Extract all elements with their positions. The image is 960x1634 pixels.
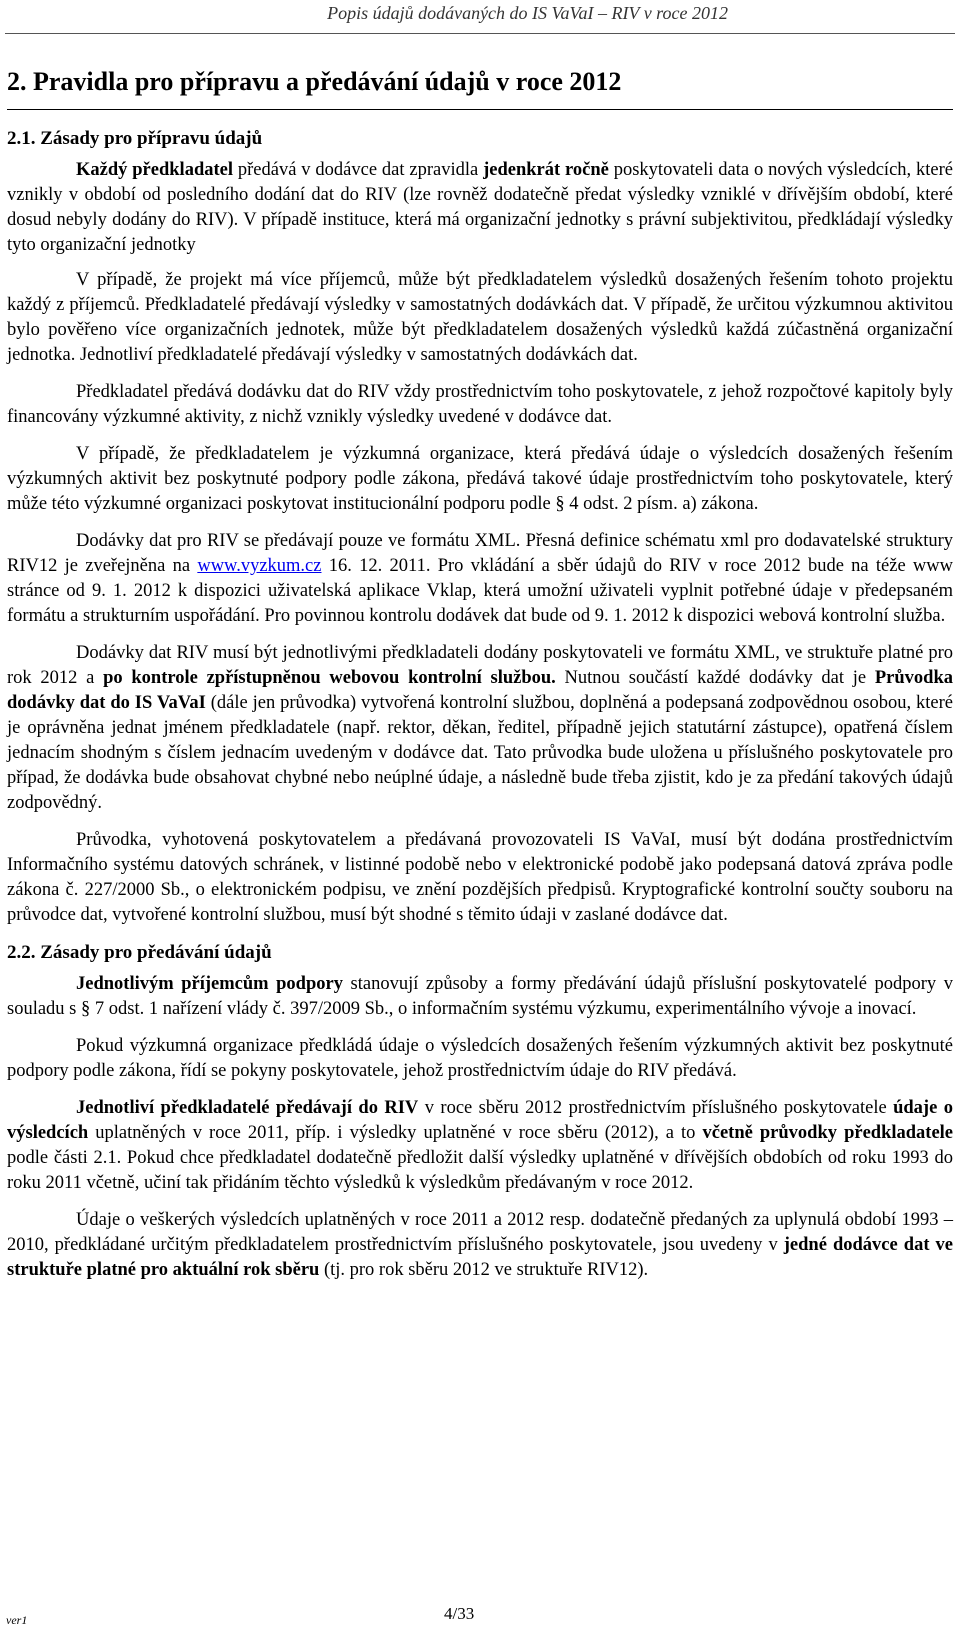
paragraph: Průvodka, vyhotovená poskytovatelem a předávaná provozovateli IS VaVaI, musí být dodána prostřednictvím Informačního systému datových schránek, v listinné podobě nebo v elektronické podobě jako podepsaná datová zpráva podle zákona č. 227/2000 Sb., o elektronickém podpisu, ve znění pozdějších předpisů. Kryptografické kontrolní součty souboru na průvodce dat, vytvořené kontrolní službou, musí být shodné s těmito údaji v zaslané dodávce dat. [7,830,953,925]
paragraph [7,972,953,1022]
text-run: Nutnou součástí každé dodávky dat je [555,668,875,688]
chapter-rule [7,109,953,110]
paragraph: Předkladatel předává dodávku dat do RIV vždy prostřednictvím toho poskytovatele, z jehož rozpočtové kapitoly byly financovány výzkumné aktivity, z nichž vznikly výsledky uvedené v dodávce dat. [7,382,953,427]
text-run: Dodávky dat RIV musí být jednotlivými předkladateli dodány poskytovateli ve formátu XML, ve struktuře platné pro rok 2012 a [7,643,953,688]
chapter-heading: 2. Pravidla pro přípravu a předávání údajů v roce 2012 [7,67,622,96]
paragraph [7,158,953,258]
bold-text: jedné dodávce dat ve struktuře platné pro aktuální rok sběru [7,1235,953,1280]
text-run: 16. 12. 2011. Pro vkládání a sběr údajů do RIV v roce 2012 bude na téže www stránce od 9. 1. 2012 k dispozici uživatelská aplikace Vklap, která umožní uživateli vyplnit potřebné údaje v předepsaném formátu a strukturním uspořádání. Pro povinnou kontrolu dodávek dat bude od 9. 1. 2012 k dispozici webová kontrolní služba. [7,556,954,626]
text-run: Údaje o veškerých výsledcích uplatněných v roce 2011 a 2012 resp. dodatečně předaných za uplynulá období 1993 – 2010, předkládané určitým předkladatelem prostřednictvím příslušného poskytovatele, jsou uvedeny v [7,1210,953,1255]
bold-text: Průvodka dodávky dat do IS VaVaI [7,668,954,713]
bold-text: Jednotliví předkladatelé předávají do RIV [76,1098,419,1118]
footer-version: ver1 [6,1613,28,1627]
bold-text: včetně průvodky předkladatele [702,1123,954,1143]
bold-text: Každý předkladatel [76,160,233,180]
paragraph [7,529,953,629]
paragraph: Pokud výzkumná organizace předkládá údaje o výsledcích dosažených řešením výzkumných aktivit bez poskytnuté podpory podle zákona, řídí se pokyny poskytovatele, jehož prostřednictvím údaje do RIV předává. [7,1036,953,1081]
paragraph: V případě, že projekt má více příjemců, může být předkladatelem výsledků dosažených řešením tohoto projektu každý z příjemců. Předkladatelé předávají výsledky v samostatných dodávkách dat. V případě, že určitou výzkumnou aktivitou bylo pověřeno více organizačních jednotek, může být předkladatelem dosažených výsledků každá zúčastněná organizační jednotka. Jednotliví předkladatelé předávají výsledky v samostatných dodávkách dat. [7,270,953,365]
paragraph [7,1208,953,1283]
text-run: předává v dodávce dat zpravidla [233,160,484,180]
text-run: v roce sběru 2012 prostřednictvím příslušného poskytovatele [418,1098,894,1118]
text-run: (dále jen průvodka) vytvořená kontrolní službou, doplněná a podepsaná zodpovědnou osobou, které je oprávněna jednat jménem předkladatele (např. rektor, děkan, ředitel, případně jejich statutární zástupce), opatřená číslem jednacím shodným s číslem jednacím uvedeným v dodávce dat. Tato průvodka bude uložena u příslušného poskytovatele pro případ, že dodávka bude obsahovat chybné nebo neúplné údaje, a následně bude třeba zjistit, kdo je za předání takových údajů zodpovědný. [7,693,953,813]
bold-text: údaje o výsledcích [7,1098,953,1143]
bold-text: jedenkrát ročně [483,160,609,180]
section-heading-2-2: 2.2. Zásady pro předávání údajů [7,942,272,963]
text-run: uplatněných v roce 2011, příp. i výsledky uplatněné v roce sběru (2012), a to [88,1123,703,1143]
bold-text: po kontrole zpřístupněnou webovou kontrolní službou. [103,668,556,688]
text-run: poskytovateli data o nových výsledcích, které vznikly v období od posledního dodání dat do RIV (lze rovněž dodatečně předat výsledky vzniklé v dřívějším období, které dosud nebyly dodány do RIV). V případě instituce, která má organizační jednotky s právní subjektivitou, předkládají výsledky tyto organizační jednotky [7,160,953,255]
page-number: 4/33 [444,1604,475,1623]
header-title: Popis údajů dodávaných do IS VaVaI – RIV v roce 2012 [327,3,728,23]
paragraph [7,1096,953,1196]
text-run: podle části 2.1. Pokud chce předkladatel dodatečně předložit další výsledky uplatněné v dřívějších obdobích od roku 1993 do roku 2011 včetně, učiní tak přidáním těchto výsledků k výsledkům předávaným v roce 2012. [7,1148,953,1193]
web-link[interactable]: www.vyzkum.cz [197,556,322,576]
text-run: stanovují způsoby a formy předávání údajů příslušní poskytovatelé podpory v souladu s § 7 odst. 1 nařízení vlády č. 397/2009 Sb., o informačním systému výzkumu, experimentálního vývoje a inovací. [7,974,953,1019]
section-heading-2-1: 2.1. Zásady pro přípravu údajů [7,128,263,149]
document-body [7,42,953,1295]
paragraph: V případě, že předkladatelem je výzkumná organizace, která předává údaje o výsledcích dosažených řešením výzkumných aktivit bez poskytnuté podpory podle zákona, předává takové údaje prostřednictvím toho poskytovatele, který může této výzkumné organizaci poskytovat institucionální podporu podle § 4 odst. 2 písm. a) zákona. [7,444,953,514]
bold-text: Jednotlivým příjemcům podpory [76,974,343,994]
text-run: (tj. pro rok sběru 2012 ve struktuře RIV12). [319,1260,649,1280]
page-header [0,3,960,39]
header-rule [5,33,955,34]
paragraph [7,641,953,816]
text-run: Dodávky dat pro RIV se předávají pouze ve formátu XML. Přesná definice schématu xml pro dodavatelské struktury RIV12 je zveřejněna na [7,531,953,576]
